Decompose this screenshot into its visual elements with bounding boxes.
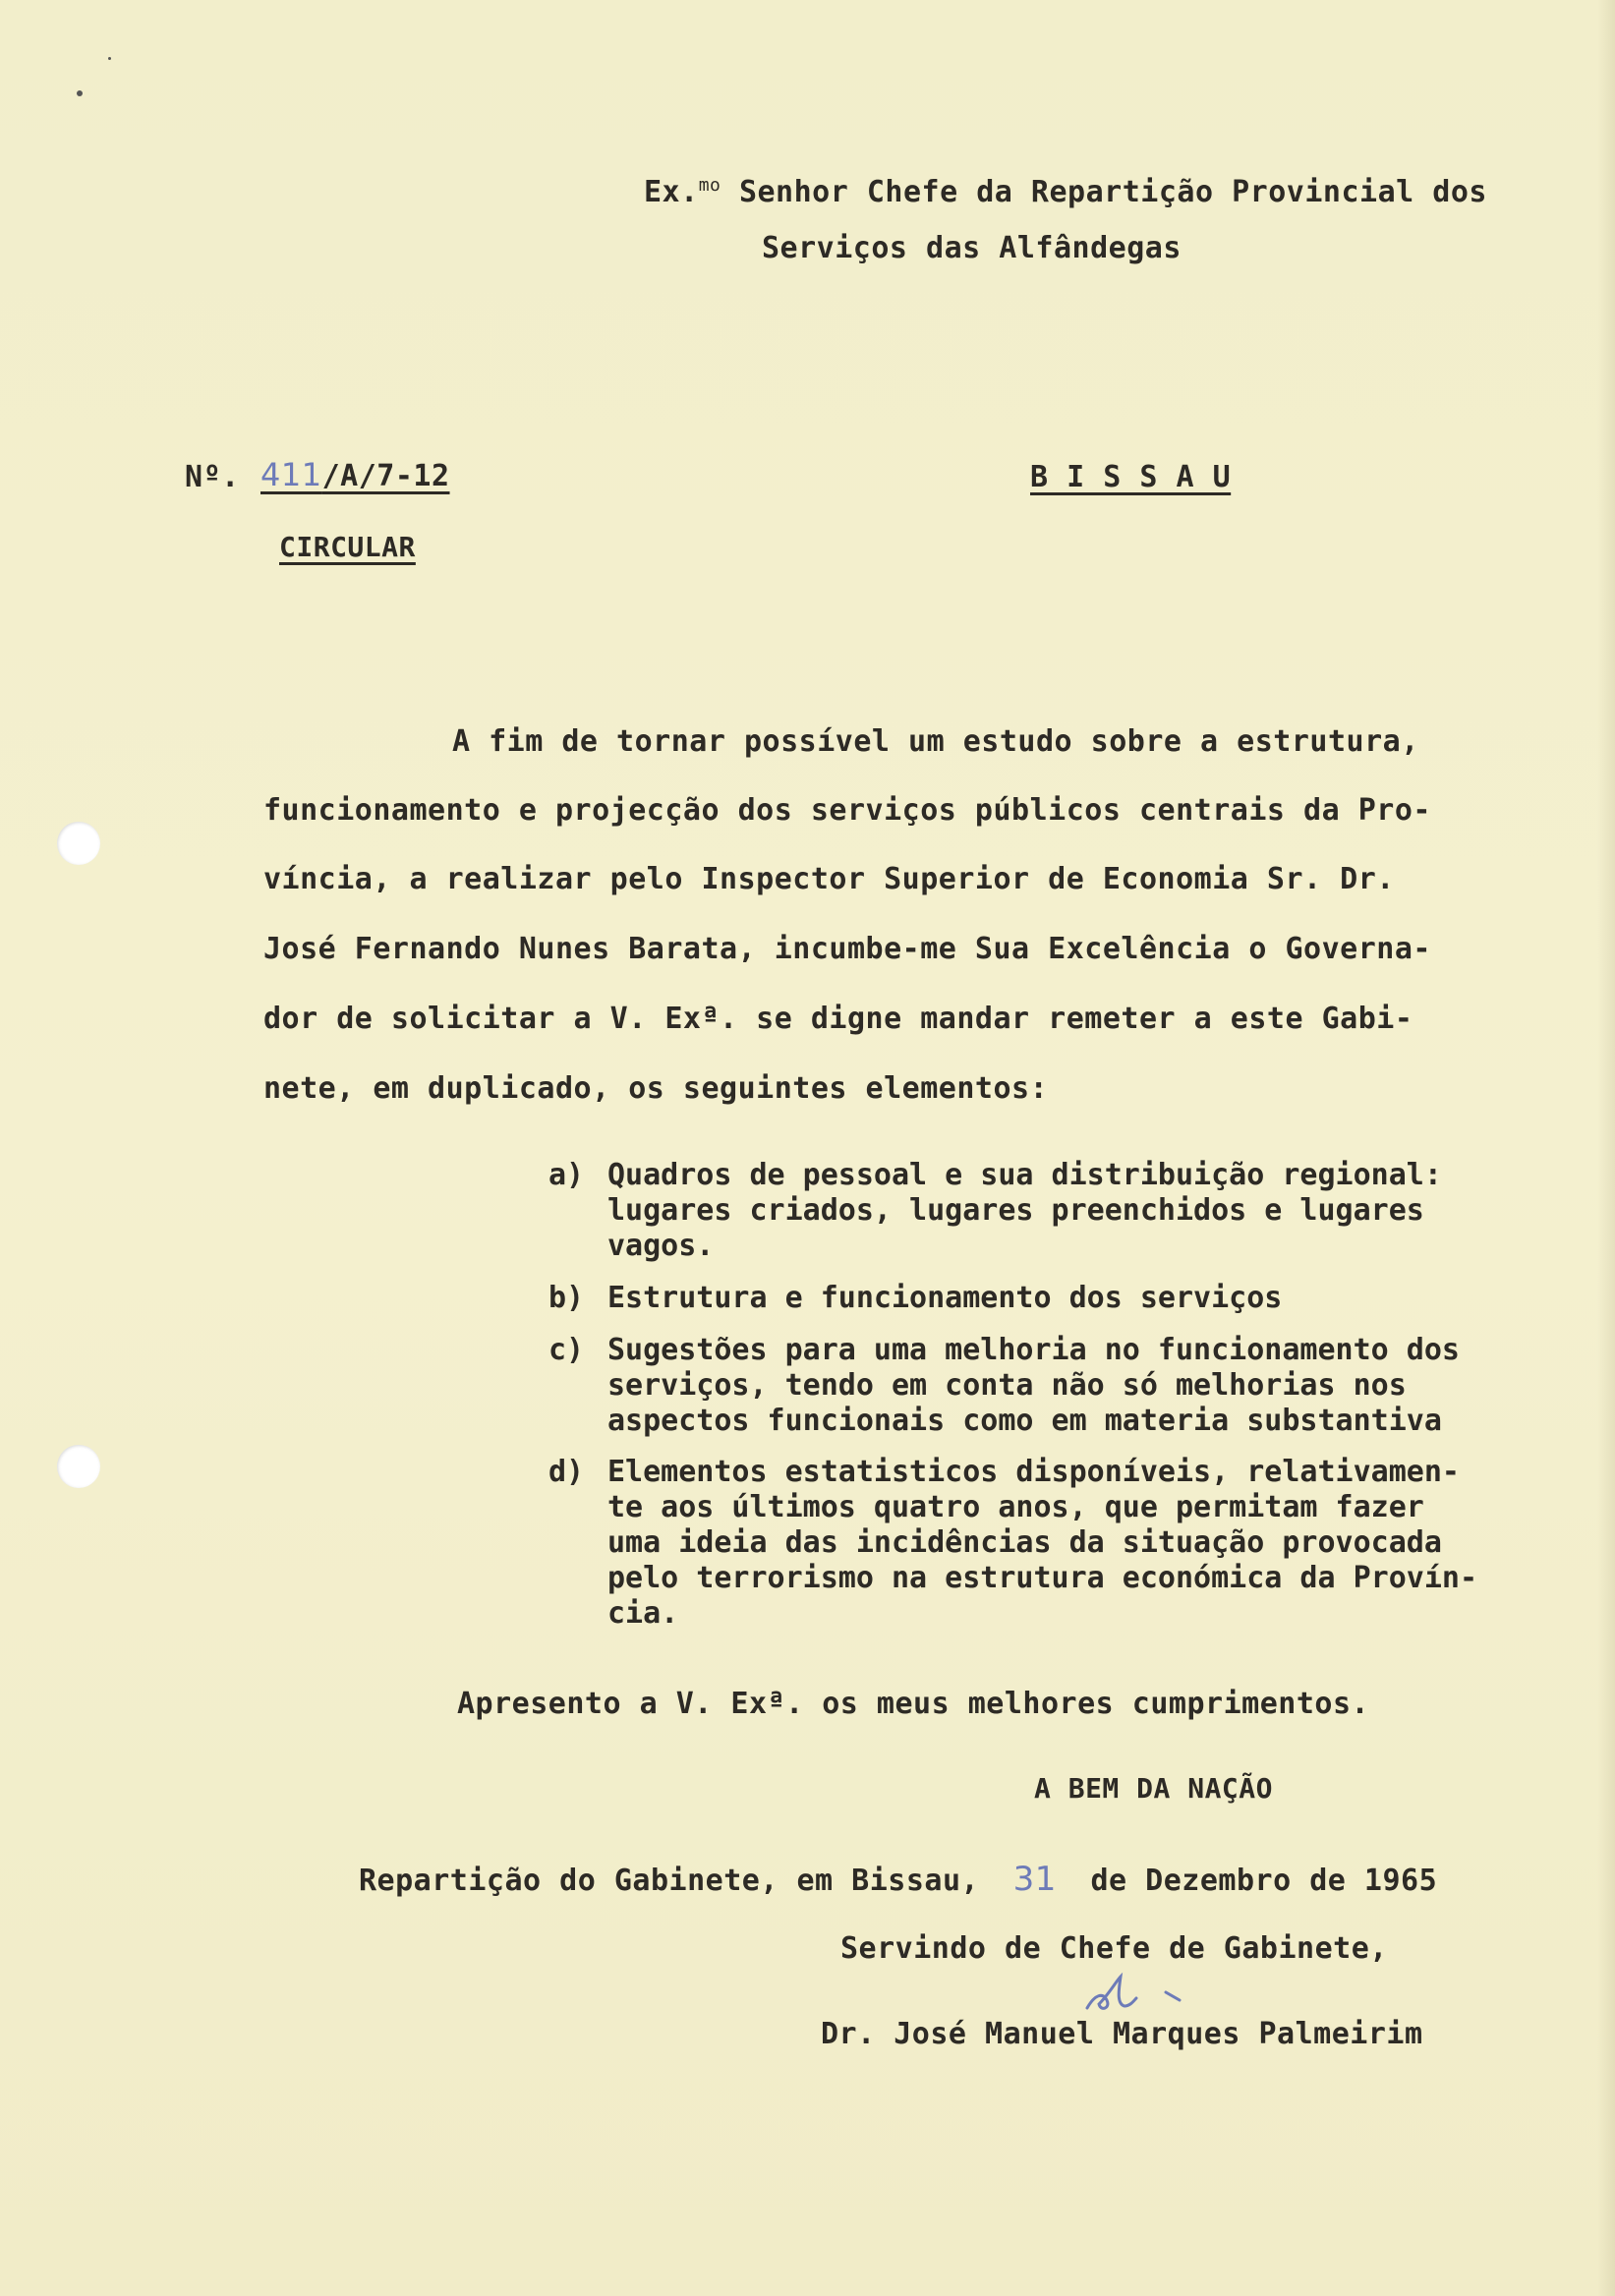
paper-speck <box>108 57 111 60</box>
circular-label: CIRCULAR <box>279 531 416 563</box>
handwritten-day: 31 <box>1012 1860 1057 1899</box>
addressee-title: Senhor Chefe da Repartição Provincial dos <box>738 175 1487 209</box>
list-item-c <box>548 1333 1541 1439</box>
city-heading: B I S S A U <box>1030 460 1232 494</box>
punch-hole-bottom <box>57 1445 100 1488</box>
closing-line: Apresento a V. Exª. os meus melhores cumprimentos. <box>457 1687 1370 1721</box>
list-item-label: c) <box>548 1333 585 1367</box>
paper-edge-shadow <box>1597 0 1615 2296</box>
body-line-3: víncia, a realizar pelo Inspector Superior de Economia Sr. Dr. <box>263 862 1395 896</box>
dateline-prefix: Repartição do Gabinete, em Bissau, <box>359 1864 980 1898</box>
addressee-line-2: Serviços das Alfândegas <box>762 231 1182 265</box>
list-item-text: Quadros de pessoal e sua distribuição regional: lugares criados, lugares preenchidos e lugares vagos. <box>607 1158 1442 1263</box>
list-item-a <box>548 1158 1541 1264</box>
paper-speck <box>77 90 83 96</box>
addressee-prefix-superscript: mo <box>698 175 721 196</box>
signatory-name: Dr. José Manuel Marques Palmeirim <box>821 2017 1423 2051</box>
reference-label: Nº. <box>185 460 240 494</box>
reference-number <box>260 456 450 493</box>
body-line-5: dor de solicitar a V. Exª. se digne mandar remeter a este Gabi- <box>263 1002 1413 1036</box>
list-item-text: Sugestões para uma melhoria no funcionamento dos serviços, tendo em conta não só melhorias nos aspectos funcionais como em materia substantiva <box>607 1333 1460 1438</box>
list-item-text: Estrutura e funcionamento dos serviços <box>607 1281 1283 1315</box>
list-item-text: Elementos estatisticos disponíveis, relativamen- te aos últimos quatro anos, que permitam fazer uma ideia das incidências da situação provocada pelo terrorismo na estrutura económica da Provín- cia. <box>607 1455 1478 1631</box>
body-line-4: José Fernando Nunes Barata, incumbe-me Sua Excelência o Governa- <box>263 932 1431 966</box>
body-line-2: funcionamento e projecção dos serviços públicos centrais da Pro- <box>263 793 1431 828</box>
handwritten-reference-number: 411 <box>260 456 322 493</box>
list-item-label: d) <box>548 1455 585 1489</box>
body-line-6: nete, em duplicado, os seguintes elementos: <box>263 1071 1049 1106</box>
dateline <box>359 1860 1437 1899</box>
addressee-prefix: Ex. <box>644 175 699 209</box>
body-line-1: A fim de tornar possível um estudo sobre a estrutura, <box>452 724 1419 759</box>
punch-hole-top <box>57 822 100 865</box>
list-item-label: a) <box>548 1158 585 1192</box>
list-item-label: b) <box>548 1281 585 1315</box>
motto: A BEM DA NAÇÃO <box>1034 1772 1274 1805</box>
addressee-line-1 <box>644 175 1487 209</box>
list-item-d <box>548 1455 1541 1632</box>
signature-role: Servindo de Chefe de Gabinete, <box>840 1931 1388 1966</box>
reference-number-suffix: /A/7-12 <box>321 459 450 493</box>
dateline-suffix: de Dezembro de 1965 <box>1090 1864 1438 1898</box>
list-item-b <box>548 1281 1541 1316</box>
